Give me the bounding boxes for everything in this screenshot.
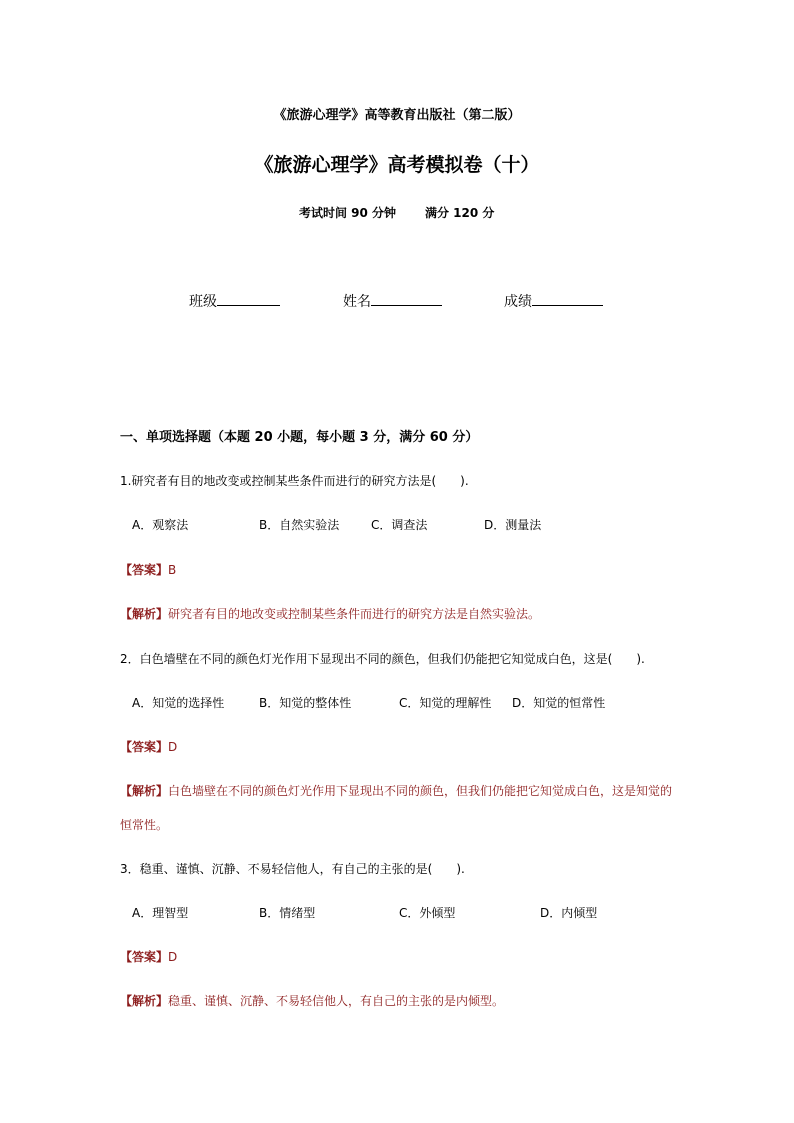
answer-value: D — [168, 740, 178, 754]
score-label: 成绩 — [504, 294, 532, 310]
answer-line — [120, 561, 176, 578]
name-blank — [371, 291, 442, 306]
answer-line — [120, 948, 177, 965]
option-c: C．外倾型 — [399, 906, 456, 920]
option-d: D．知觉的恒常性 — [512, 696, 606, 710]
question-stem: 1.研究者有目的地改变或控制某些条件而进行的研究方法是( ). — [120, 474, 469, 488]
answer-tag: 【答案】 — [120, 563, 169, 577]
analysis-text: 白色墙壁在不同的颜色灯光作用下显现出不同的颜色，但我们仍能把它知觉成白色，这是知觉的 — [168, 784, 673, 798]
analysis-text-cont: 恒常性。 — [120, 818, 169, 832]
analysis-tag: 【解析】 — [120, 994, 169, 1008]
class-field — [189, 291, 280, 311]
name-field — [343, 291, 442, 311]
option-b: B．情绪型 — [259, 906, 316, 920]
option-b: B．知觉的整体性 — [259, 696, 352, 710]
analysis-line — [120, 992, 504, 1009]
option-c: C．知觉的理解性 — [399, 696, 492, 710]
option-c: C．调查法 — [371, 518, 428, 532]
analysis-tag: 【解析】 — [120, 607, 169, 621]
analysis-line — [120, 782, 672, 799]
answer-value: D — [168, 950, 178, 964]
analysis-line — [120, 605, 540, 622]
score-blank — [532, 291, 603, 306]
answer-tag: 【答案】 — [120, 740, 169, 754]
book-title: 《旅游心理学》高等教育出版社（第二版） — [273, 108, 521, 123]
analysis-tag: 【解析】 — [120, 784, 169, 798]
score-field — [504, 291, 603, 311]
class-blank — [217, 291, 280, 306]
class-label: 班级 — [189, 294, 217, 310]
option-a: A．知觉的选择性 — [132, 696, 225, 710]
analysis-text: 研究者有目的地改变或控制某些条件而进行的研究方法是自然实验法。 — [168, 607, 541, 621]
answer-line — [120, 738, 177, 755]
option-a: A．理智型 — [132, 906, 189, 920]
question-stem: 2．白色墙壁在不同的颜色灯光作用下显现出不同的颜色，但我们仍能把它知觉成白色，这是( ). — [120, 652, 645, 666]
option-a: A．观察法 — [132, 518, 189, 532]
exam-time: 考试时间 90 分钟 — [299, 206, 397, 220]
question-stem: 3．稳重、谨慎、沉静、不易轻信他人，有自己的主张的是( ). — [120, 862, 465, 876]
analysis-text: 稳重、谨慎、沉静、不易轻信他人，有自己的主张的是内倾型。 — [168, 994, 505, 1008]
full-score: 满分 120 分 — [425, 206, 495, 220]
answer-tag: 【答案】 — [120, 950, 169, 964]
option-d: D．测量法 — [484, 518, 542, 532]
option-b: B．自然实验法 — [259, 518, 340, 532]
name-label: 姓名 — [343, 294, 371, 310]
option-d: D．内倾型 — [540, 906, 598, 920]
exam-title: 《旅游心理学》高考模拟卷（十） — [254, 154, 540, 176]
answer-value: B — [168, 563, 177, 577]
section-heading: 一、单项选择题（本题 20 小题，每小题 3 分，满分 60 分） — [120, 430, 479, 445]
